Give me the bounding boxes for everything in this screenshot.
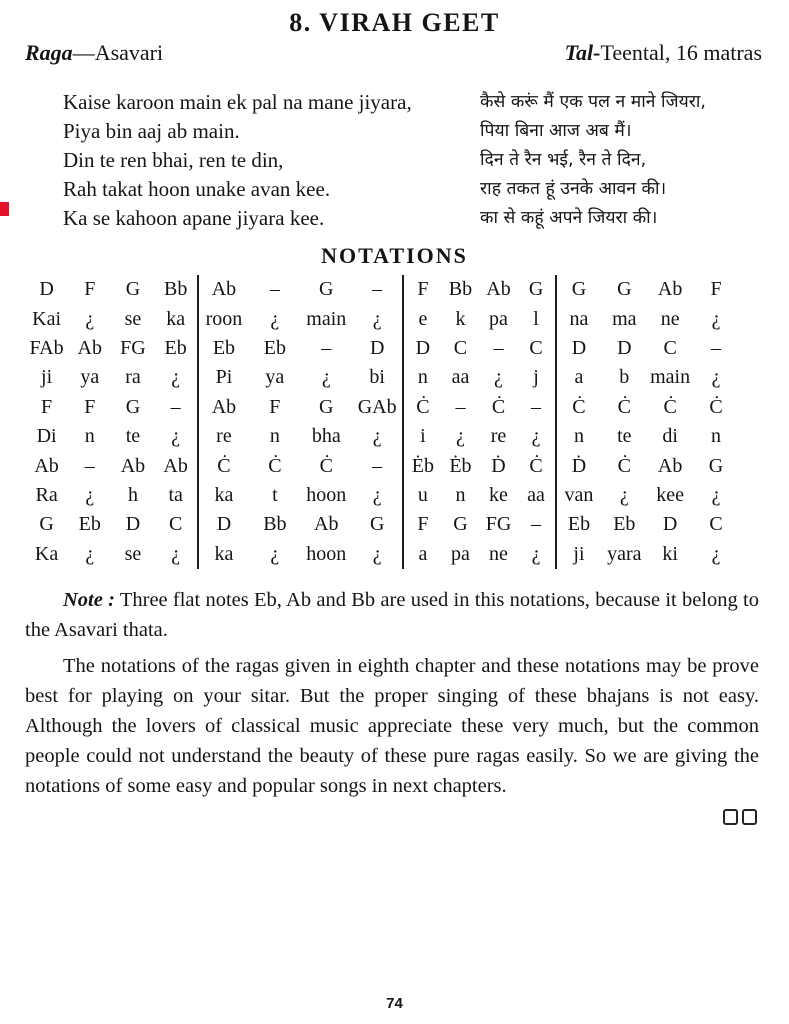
syllable-cell: main bbox=[306, 307, 347, 330]
syllable-cell: ta bbox=[168, 483, 183, 506]
lyrics-section bbox=[0, 88, 789, 233]
syllable-cell: yara bbox=[607, 542, 642, 565]
syllable-cell: ¿ bbox=[171, 542, 181, 565]
syllable-cell: ¿ bbox=[372, 542, 382, 565]
note-cell: Eb bbox=[556, 510, 602, 539]
note-cell: D bbox=[198, 510, 249, 539]
note-cell: G bbox=[453, 513, 468, 536]
note-cell: G bbox=[617, 278, 632, 301]
note-cell: F bbox=[41, 395, 53, 418]
lyric-line-english: Kaise karoon main ek pal na mane jiyara, bbox=[63, 90, 412, 114]
syllable-cell: ¿ bbox=[321, 366, 331, 389]
note-cell: D bbox=[662, 513, 678, 536]
note-cell: Bb bbox=[263, 513, 287, 536]
syllable-cell: i bbox=[403, 422, 441, 451]
note-cell: D bbox=[39, 278, 54, 301]
syllable-cell: ¿ bbox=[85, 542, 95, 565]
syllable-cell: ya bbox=[80, 366, 100, 389]
tal-line bbox=[565, 40, 762, 66]
note-cell: Ċ bbox=[556, 393, 602, 422]
note-cell: – bbox=[531, 513, 542, 536]
syllable-cell: ka bbox=[166, 307, 186, 330]
page-title: 8. VIRAH GEET bbox=[289, 8, 500, 37]
note-cell: Eb bbox=[263, 336, 286, 359]
note-cell: – bbox=[372, 454, 383, 477]
note-cell: F bbox=[84, 278, 96, 301]
note-cell: Ḋ bbox=[491, 454, 506, 477]
raga-tal-row bbox=[0, 38, 789, 66]
syllable-cell: Kai bbox=[32, 307, 62, 330]
syllable-cell: n bbox=[711, 425, 722, 448]
syllable-cell: te bbox=[125, 425, 141, 448]
syllable-cell: b bbox=[619, 366, 630, 389]
lyrics-hindi-column bbox=[480, 88, 780, 233]
lyric-line-english: Din te ren bhai, ren te din, bbox=[63, 148, 284, 172]
syllable-cell: n bbox=[455, 483, 466, 506]
note-cell: – bbox=[493, 336, 504, 359]
syllable-cell: ¿ bbox=[531, 425, 541, 448]
notation-lyric-row bbox=[25, 422, 739, 451]
note-cell: Ab bbox=[34, 454, 59, 477]
syllable-cell: ¿ bbox=[85, 307, 95, 330]
syllable-cell: u bbox=[403, 481, 441, 510]
note-cell: Ċ bbox=[617, 454, 631, 477]
note-cell: Eb bbox=[198, 334, 249, 363]
note-cell: G bbox=[319, 278, 334, 301]
syllable-cell: ka bbox=[198, 540, 249, 569]
note-cell: FAb bbox=[29, 336, 64, 359]
lyric-line-english: Rah takat hoon unake avan kee. bbox=[63, 177, 331, 201]
note-cell: Ċ bbox=[403, 393, 441, 422]
note-cell: – bbox=[321, 336, 332, 359]
syllable-cell: Ra bbox=[35, 483, 58, 506]
tal-value: Teental, 16 matras bbox=[600, 40, 762, 65]
note-cell: FG bbox=[120, 336, 146, 359]
notation-note-row bbox=[25, 451, 739, 480]
note-cell: F bbox=[84, 395, 96, 418]
syllable-cell: ¿ bbox=[372, 307, 382, 330]
note-text: Three flat notes Eb, Ab and Bb are used in this notations, because it belong to the Asavari thata. bbox=[25, 588, 759, 641]
syllable-cell: j bbox=[533, 366, 539, 389]
note-cell: Ċ bbox=[319, 454, 333, 477]
note-cell: – bbox=[711, 336, 722, 359]
note-cell: – bbox=[269, 278, 280, 301]
syllable-cell: l bbox=[533, 307, 539, 330]
notation-lyric-row bbox=[25, 304, 739, 333]
note-cell: Ab bbox=[314, 513, 339, 536]
note-cell: Ab bbox=[163, 454, 188, 477]
note-cell: F bbox=[269, 395, 281, 418]
syllable-cell: kee bbox=[656, 483, 685, 506]
note-cell: Ċ bbox=[529, 454, 543, 477]
syllable-cell: ne bbox=[489, 542, 508, 565]
notation-lyric-row bbox=[25, 540, 739, 569]
syllable-cell: ya bbox=[265, 366, 285, 389]
note-cell: Bb bbox=[448, 278, 473, 301]
syllable-cell: aa bbox=[527, 483, 545, 506]
syllable-cell: bi bbox=[369, 366, 385, 389]
note-cell: Ab bbox=[657, 454, 683, 477]
syllable-cell: ¿ bbox=[372, 425, 382, 448]
syllable-cell: ¿ bbox=[270, 542, 280, 565]
syllable-cell: ji bbox=[41, 366, 53, 389]
note-cell: Ḋ bbox=[556, 451, 602, 480]
notation-note-row bbox=[25, 510, 739, 539]
note-cell: F bbox=[403, 275, 441, 304]
note-cell: G bbox=[125, 278, 141, 301]
syllable-cell: ¿ bbox=[711, 483, 721, 506]
note-cell: G bbox=[708, 454, 724, 477]
open-square-icon bbox=[742, 809, 757, 825]
syllable-cell: re bbox=[490, 425, 507, 448]
raga-label: Raga bbox=[25, 40, 73, 65]
page-number: 74 bbox=[386, 995, 403, 1012]
syllable-cell: ra bbox=[125, 366, 141, 389]
syllable-cell: Di bbox=[36, 425, 57, 448]
lyric-line-hindi: का से कहूं अपने जियरा की। bbox=[480, 208, 658, 228]
syllable-cell: ¿ bbox=[372, 483, 382, 506]
lyrics-english-column bbox=[63, 88, 480, 233]
lyric-line-english: Ka se kahoon apane jiyara kee. bbox=[63, 206, 325, 230]
scan-artifact-red-mark bbox=[0, 202, 9, 216]
note-cell: Ċ bbox=[198, 451, 249, 480]
syllable-cell: n bbox=[269, 425, 280, 448]
note-cell: Ċ bbox=[617, 395, 631, 418]
note-cell: FG bbox=[485, 513, 512, 536]
note-cell: F bbox=[403, 510, 441, 539]
notation-note-row bbox=[25, 275, 739, 304]
syllable-cell: k bbox=[455, 307, 466, 330]
note-cell: C bbox=[168, 513, 183, 536]
note-cell: GAb bbox=[357, 395, 397, 418]
syllable-cell: roon bbox=[198, 304, 249, 333]
syllable-cell: hoon bbox=[306, 542, 347, 565]
note-cell: G bbox=[528, 278, 544, 301]
note-cell: Ċ bbox=[663, 395, 677, 418]
note-cell: Ab bbox=[486, 278, 511, 301]
note-paragraph bbox=[25, 585, 759, 645]
note-cell: Eb bbox=[613, 513, 636, 536]
note-cell: Ċ bbox=[709, 395, 723, 418]
syllable-cell: ma bbox=[612, 307, 637, 330]
note-cell: Ėb bbox=[449, 454, 472, 477]
note-cell: G bbox=[319, 395, 334, 418]
syllable-cell: Pi bbox=[198, 363, 249, 392]
syllable-cell: aa bbox=[451, 366, 470, 389]
syllable-cell: ¿ bbox=[711, 307, 721, 330]
syllable-cell: e bbox=[403, 304, 441, 333]
note-cell: Ċ bbox=[491, 395, 506, 418]
syllable-cell: di bbox=[662, 425, 678, 448]
syllable-cell: n bbox=[556, 422, 602, 451]
lyric-line-hindi: कैसे करूं मैं एक पल न माने जियरा, bbox=[480, 92, 706, 112]
syllable-cell: a bbox=[403, 540, 441, 569]
syllable-cell: ki bbox=[662, 542, 678, 565]
syllable-cell: ¿ bbox=[494, 366, 503, 389]
raga-line bbox=[25, 40, 163, 66]
syllable-cell: ke bbox=[489, 483, 508, 506]
end-mark-icon bbox=[0, 807, 757, 827]
notation-note-row bbox=[25, 393, 739, 422]
lyric-line-hindi: राह तकत हूं उनके आवन की। bbox=[480, 179, 667, 199]
note-cell: C bbox=[453, 336, 468, 359]
syllable-cell: van bbox=[556, 481, 602, 510]
note-cell: G bbox=[369, 513, 385, 536]
note-cell: G bbox=[556, 275, 602, 304]
syllable-cell: pa bbox=[451, 542, 470, 565]
note-cell: Ab bbox=[77, 336, 102, 359]
syllable-cell: te bbox=[617, 425, 632, 448]
note-cell: G bbox=[39, 513, 54, 536]
syllable-cell: na bbox=[556, 304, 602, 333]
note-cell: C bbox=[709, 513, 723, 536]
syllable-cell: n bbox=[84, 425, 95, 448]
syllable-cell: ¿ bbox=[456, 425, 465, 448]
syllable-cell: Ka bbox=[34, 542, 59, 565]
note-cell: Ab bbox=[120, 454, 146, 477]
syllable-cell: ji bbox=[556, 540, 602, 569]
note-label: Note : bbox=[63, 588, 115, 611]
note-cell: – bbox=[170, 395, 181, 418]
syllable-cell: ¿ bbox=[85, 483, 95, 506]
notation-note-row bbox=[25, 334, 739, 363]
open-square-icon bbox=[723, 809, 738, 825]
note-cell: Ab bbox=[198, 393, 249, 422]
note-cell: C bbox=[529, 336, 543, 359]
note-cell: Bb bbox=[163, 278, 188, 301]
note-cell: C bbox=[663, 336, 677, 359]
syllable-cell: ¿ bbox=[619, 483, 629, 506]
note-cell: G bbox=[125, 395, 141, 418]
syllable-cell: ¿ bbox=[711, 366, 721, 389]
note-cell: – bbox=[455, 395, 466, 418]
note-cell: – bbox=[84, 454, 95, 477]
syllable-cell: re bbox=[198, 422, 249, 451]
note-cell: – bbox=[372, 278, 383, 301]
syllable-cell: ¿ bbox=[270, 307, 280, 330]
lyric-line-hindi: पिया बिना आज अब मैं। bbox=[480, 121, 632, 141]
body-paragraph: The notations of the ragas given in eighth chapter and these notations may be prove best for playing on your sitar. But the proper singing of these bhajans is not easy. Although the lovers of classical music appreciate these very much, but the common people could not understand the beauty of these pure ragas easily. So we are giving the notations of some easy and popular songs in next chapters. bbox=[25, 654, 759, 797]
lyric-line-english: Piya bin aaj ab main. bbox=[63, 119, 240, 143]
syllable-cell: ¿ bbox=[171, 425, 181, 448]
lyric-line-hindi: दिन ते रैन भई, रैन ते दिन, bbox=[480, 150, 647, 170]
syllable-cell: pa bbox=[489, 307, 508, 330]
syllable-cell: main bbox=[650, 366, 691, 389]
syllable-cell: se bbox=[124, 307, 142, 330]
note-cell: D bbox=[125, 513, 141, 536]
note-cell: Eb bbox=[78, 513, 101, 536]
notation-lyric-row bbox=[25, 481, 739, 510]
syllable-cell: se bbox=[124, 542, 142, 565]
syllable-cell: ¿ bbox=[531, 542, 541, 565]
syllable-cell: a bbox=[556, 363, 602, 392]
note-cell: Eb bbox=[164, 336, 187, 359]
note-cell: D bbox=[556, 334, 602, 363]
syllable-cell: ka bbox=[198, 481, 249, 510]
syllable-cell: ¿ bbox=[711, 542, 721, 565]
syllable-cell: t bbox=[272, 483, 278, 506]
note-cell: F bbox=[710, 278, 722, 301]
note-cell: D bbox=[617, 336, 632, 359]
notations-heading: NOTATIONS bbox=[321, 243, 468, 268]
notation-lyric-row bbox=[25, 363, 739, 392]
note-cell: Ab bbox=[657, 278, 683, 301]
note-cell: D bbox=[403, 334, 441, 363]
note-cell: Ab bbox=[198, 275, 249, 304]
tal-label: Tal- bbox=[564, 40, 601, 65]
note-cell: Ċ bbox=[268, 454, 282, 477]
syllable-cell: hoon bbox=[306, 483, 347, 506]
syllable-cell: n bbox=[403, 363, 441, 392]
notation-table bbox=[25, 275, 739, 569]
syllable-cell: ¿ bbox=[171, 366, 181, 389]
note-cell: – bbox=[531, 395, 542, 418]
note-cell: D bbox=[369, 336, 385, 359]
note-cell: Ėb bbox=[403, 451, 441, 480]
syllable-cell: ne bbox=[660, 307, 680, 330]
raga-value: —Asavari bbox=[72, 40, 164, 65]
syllable-cell: bha bbox=[311, 425, 341, 448]
syllable-cell: h bbox=[127, 483, 138, 506]
